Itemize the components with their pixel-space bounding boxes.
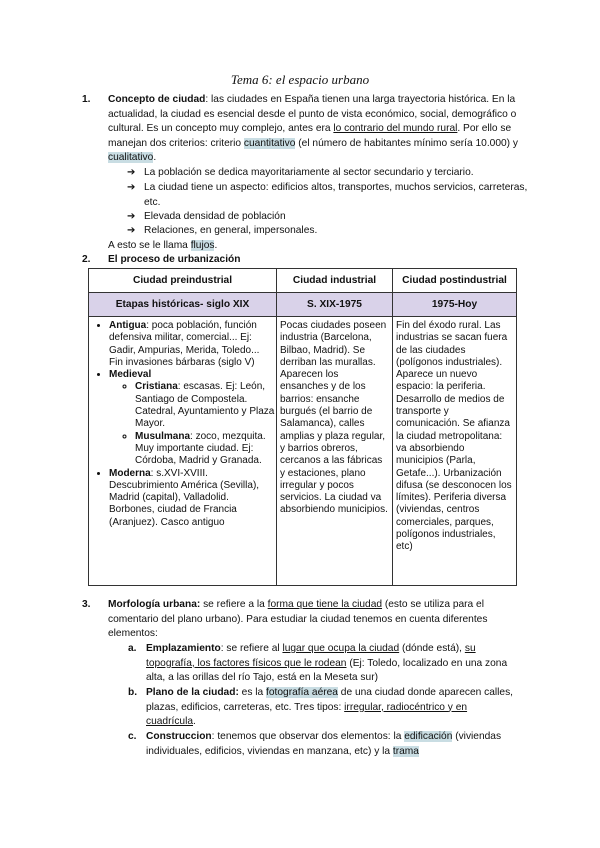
urbanization-table [88, 268, 517, 586]
section-1-text: (el número de habitantes mínimo sería 10.000) y [295, 137, 518, 149]
flujos-line [108, 239, 217, 254]
section-1-heading: Concepto de ciudad [108, 94, 206, 105]
arrow-icon: ➔ [127, 225, 136, 236]
table-subheader-row [89, 293, 517, 317]
cell-postindustrial [393, 317, 517, 586]
cell-preindustrial [89, 317, 277, 586]
section-1-text: : las ciudades en España tienen una larga trayectoria histórica. En la actualidad, la ciudad es esencial desde el punto de vista económico, social, demográfico o cultural. Es un concepto muy complejo, antes era [108, 94, 517, 135]
highlighted-term: flujos [190, 240, 215, 251]
bullet-text: Relaciones, en general, impersonales. [144, 225, 318, 236]
table-content-row [89, 317, 517, 586]
section-3-paragraph: Morfología urbana: se refiere a la forma que tiene la ciudad (esto se utiliza para el comentario del plano urbano). Para estudiar la ciudad tenemos en cuenta diferentes elementos: [108, 599, 488, 640]
highlighted-term: cualitativo [108, 152, 154, 164]
section-1-number: 1. [82, 94, 91, 105]
cell-industrial [277, 317, 393, 586]
subheader-preindustrial: Etapas históricas- siglo XIX [89, 293, 277, 317]
section-2-number: 2. [82, 254, 91, 265]
medieval-sublist [109, 381, 276, 467]
list-item: • Medieval ◦ Cristiana: escasas. Ej: León, Santiago de Compostela. Catedral, Ayuntamiento y Plaza Mayor. ◦ Musulmana: zoco, mezquita. Muy importante ciudad. Ej: Córdoba, Madrid y Granada. [109, 369, 276, 467]
section-1-text: . Por ello se manejan dos criterios: criterio [108, 123, 512, 149]
preindustrial-list [89, 320, 276, 529]
list-item: • Moderna: s.XVI-XVIII. Descubrimiento América (Sevilla), Madrid (capital), Valladolid. Borbones, ciudad de Francia (Aranjuez). Casco antiguo [109, 468, 276, 529]
underlined-phrase: lo contrario del mundo rural [333, 123, 458, 135]
header-preindustrial: Ciudad preindustrial [89, 269, 277, 293]
underlined-phrase: forma que tiene la ciudad [267, 599, 383, 610]
list-item: ◦ Cristiana: escasas. Ej: León, Santiago de Compostela. Catedral, Ayuntamiento y Plaza Mayor. [135, 381, 276, 430]
section-3-heading: Morfología urbana: [108, 599, 201, 610]
section-1-text: . [153, 152, 157, 164]
industrial-text: Pocas ciudades poseen industria (Barcelona, Bilbao, Madrid). Se derriban las murallas. Aparecen los ensanches y de los barrios: ensanche burgués (el barrio de Salamanca), calles amplias y plaza regular, y barrios obreros, cercanos a las fábricas y estaciones, plano irregular y pocos servicios. La ciudad va absorbiendo municipios. [280, 320, 388, 516]
subheader-industrial: S. XIX-1975 [277, 293, 393, 317]
bullet-text: La población se dedica mayoritariamente al sector secundario y terciario. [144, 167, 474, 178]
bullet-text: La ciudad tiene un aspecto: edificios altos, transportes, muchos servicios, carreteras, etc. [144, 182, 528, 208]
list-item: ◦ Musulmana: zoco, mezquita. Muy importante ciudad. Ej: Córdoba, Madrid y Granada. [135, 431, 276, 468]
highlighted-term: cuantitativo [243, 137, 296, 149]
header-postindustrial: Ciudad postindustrial [393, 269, 517, 293]
postindustrial-text: Fin del éxodo rural. Las industrias se sacan fuera de las ciudades (polígonos industriales). Aparece un nuevo espacio: la periferia. Desarrollo de medios de transporte y comunicación. Se afianza la ciudad metropolitana: va absorbiendo municipios (Parla, Getafe...). Urbanización difusa (se desconocen los límites). Periferia diversa (viviendas, centros comerciales, parques, polígonos industriales, etc) [396, 320, 512, 553]
bullet-text: Elevada densidad de población [144, 211, 286, 222]
flujos-text: A esto se le llama [108, 240, 191, 251]
subheader-postindustrial: 1975-Hoy [393, 293, 517, 317]
arrow-icon: ➔ [127, 211, 136, 222]
table-header-row [89, 269, 517, 293]
header-industrial: Ciudad industrial [277, 269, 393, 293]
section-1-paragraph [108, 93, 530, 166]
arrow-icon: ➔ [127, 167, 136, 178]
list-item: • Antigua: poca población, función defensiva militar, comercial... Ej: Gadir, Ampurias, Merida, Toledo... Fin invasiones bárbaras (siglo V) [109, 320, 276, 369]
arrow-icon: ➔ [127, 182, 136, 193]
section-3-number: 3. [82, 599, 91, 610]
section-2-heading: El proceso de urbanización [108, 254, 241, 265]
flujos-text: . [214, 240, 218, 251]
document-title: Tema 6: el espacio urbano [230, 72, 370, 87]
